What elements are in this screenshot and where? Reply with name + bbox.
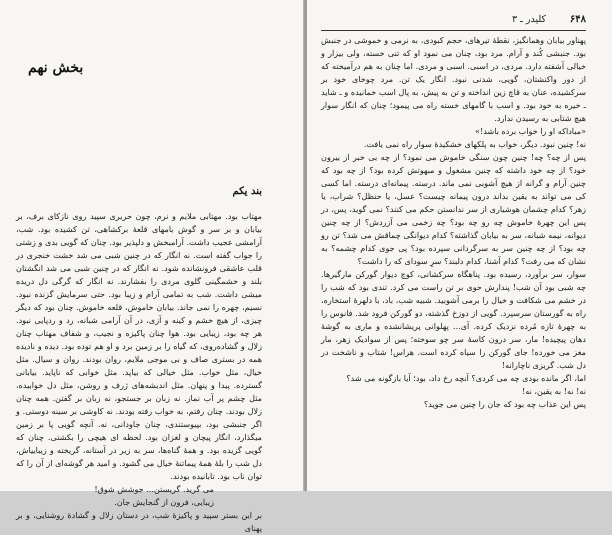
right-paragraph: سوار، سر برآورد، رسیده بود. پناهگاه سرکشانی، کوچ دیوار گورکن مارگیرها. چه شبی بود آن شب! پندارش حوی بر تن راست می کرد. تندی بود که شب را در خشم می شکافت و خیال را برمی آشوبید. شبیه شب، باد، با دلهرهٔ استخاره، راه به گورستان سرسپرد. گویی از دوزخ گذشته، دو گورکن فرود شد. فانوس را به چهرهٔ تازه مُرده نزدیک کرده. آی... پهلوانی پریشانشده و ماری به گوشهٔ دهان پیچیده! مار، سر درون کاسهٔ سر چو سوخته؛ پس از سوادیک زهر، مار مغز می خورده! جای گورکن را سیاه کرده است. هراس! شتاب و ناشخت در دل شب. گریزی ناچارانه! [321,269,586,370]
running-head [321,14,586,28]
right-page [307,0,612,491]
page-number: ۶۴۸ [569,14,586,25]
right-paragraph: نه! چنین نبود. دیگر، خواب به پلکهای خشکیدهٔ سوار راه نمی یافت. [363,139,586,149]
left-page [0,0,304,533]
left-paragraph: بر این بستر سپید و پاکیزهٔ شب، در دستان زلال و گشادهٔ روشنایی، و بر پهنای [16,510,262,533]
header-rule [321,30,586,31]
left-paragraph: می گرید. گریستن... جوشش شوق! [94,484,214,494]
right-body-text [321,34,586,411]
right-paragraph: اما، اگر مانده بودی چه می کردی؟ آنچه رخ داد، بود؛ آیا بازگونه می شد؟ [346,373,586,383]
left-paragraph: مهتاب بود. مهتابی ملایم و نرم، چون حریری سپید روی نازکای برف، بر بیابان و بر سر و گوش بامهای قلعهٔ برکشاهی، تن کشیده بود. شب، آرامشی عجیب داشت. آرامبخش و دلپذیر بود. چنان که گویی بدی و زشتی را جواب گفته است. نه انگار که در چنین شبی می شد خشت خنجری در قلب عاشقی فرونشانده شود. نه انگار که در چنین شبی می شد انگشتان بلند و خشمگینی گلوی مردی را بفشارند. نه انگار که گرگی دل دریده میشی داشت. شب به تمامی آرام و زیبا بود. حتی سرمایش گزنده نبود. نسیم، چهره را نمی جاند. بیابان خاموش، قلعه خاموش. چنان بود که دیگر چیزی، از هیچ خشم و کینه و آزی، در آن آرامی شبانه، رد و ردپایی نبود. هر چه بود، زیبایی بود. هوا چنان پاکیزه و نجیب، و شفاف مهتاب چنان زلال و گشاده‌روی، که گیاه را بر زمین برد و او هم توده بود. دیده و نادیده همه در بستری صاف و بی موجی ملایم، روان بودند. روان و سیال. مثل خیال، مثل خواب. مثل خیالی که بیاپد. مثل خوابی که ناپاید. بیابانی گسترده. پیدا و پنهان. مثل اندیشه‌های ژرف و روشن، مثل دل خوابیده، مثل چشم پر آب نماز. نه زبان بر جستجو، نه زبان بر گفتن. همه چنان زلال بودند. چنان رفتم، به خواب رفته بودند. نه کاوشی بر سینه دوستی. و اگر جنبشی بود، بپیوستندی، چنان جاودانی، نه. آنچه گویی پا بر زمین میگذارد، انگار پیچان و لغزان بود. لحظه ای هیچی را بکشتی. چنان که گویی گزیده بود. و همهٔ گناه‌ها، سر به زیر در آستانه، گریخته و زیباییاش، دل شب را بلهٔ همهٔ پیماتنهٔ خیال می گشود. و امید هر گوشه‌ای از آن را که توان ناب بود. تابانیده بودند. [16,211,262,481]
right-paragraph: پس از چه؟ چه! چنین چون سنگی خاموش می نمود؟ از چه بی خبر از بیرون خود؟ از چه خود داشته که چنین مشغول و مبهوتش کرده بود؟ از چه بود که چنین آرام و گرانه از هیچ آشوبی نمی ماند. درسته. پیمانه‌ای درسته. اما کسی کی می تواند به یقین بداند درون پیمانه چیست؟ عسل، یا حنظل؟ شراب، یا زهر؟ کدام چشمان هوشیاری از سر ندانستن حکم می کنند؟ نمی گوید، پس، در پس این چهرهٔ خاموش چه رو چه بود؟ چه زخمی می آزردش؟ از چه چنین دیوانه، نیمه شبانه، سر به بیابان گذاشته؟ کدام دیوانگی چماقش می شد؟ تن رو چه بود؟ از چه چنین سر به سرگردانی سپرده بود؟ پی جوی کدام چشمه؟ به نشان که می رفت؟ کدام آشنا، کدام دلبند؟ سرِ سودای که را داشت؟ [321,152,586,266]
left-paragraph: زیبایی، فرون از گنجایش جان. [114,497,214,507]
left-body-text [16,210,262,535]
right-paragraph: پس این عذاب چه بود که جان را چنین می جوید؟ [423,399,586,409]
right-paragraph: نه! نه! به یقین، نه! [522,386,586,396]
right-paragraph: «مباداکه او را خواب برده باشد!» [475,126,586,136]
book-title: کلیدر ـ ۳ [511,14,546,25]
section-title: بخش نهم [28,60,84,76]
right-paragraph: پهناور بیابان وهمانگیز، نقطهٔ تیرهای، حجم کبودی، به نرمی و خموشی در جنبش بود. جنبشی کُند و آرام. مرد بود، چنان می نمود او که تنی خسته، ولی بیزار و خیالی آشفته دارد. مردی، در اسبی. اسبی و مردی. اما چنان به هم درآمیخته که از دور واکنشتان، گویی، شدنی نبود. انگار یک تن. مرد چوخای خود بر سرکشیده، عنان به قاچ زین انداخته و تن به پیش، به پال اسب خمانیده و ـ شاید ـ خیره به خود بود. و اسب با گامهای خسته راه می پیمود؛ چنان که انگار سوار هیچ شتابی به رسیدن ندارد. [321,35,586,123]
chapter-title: بند یکم [232,186,262,197]
